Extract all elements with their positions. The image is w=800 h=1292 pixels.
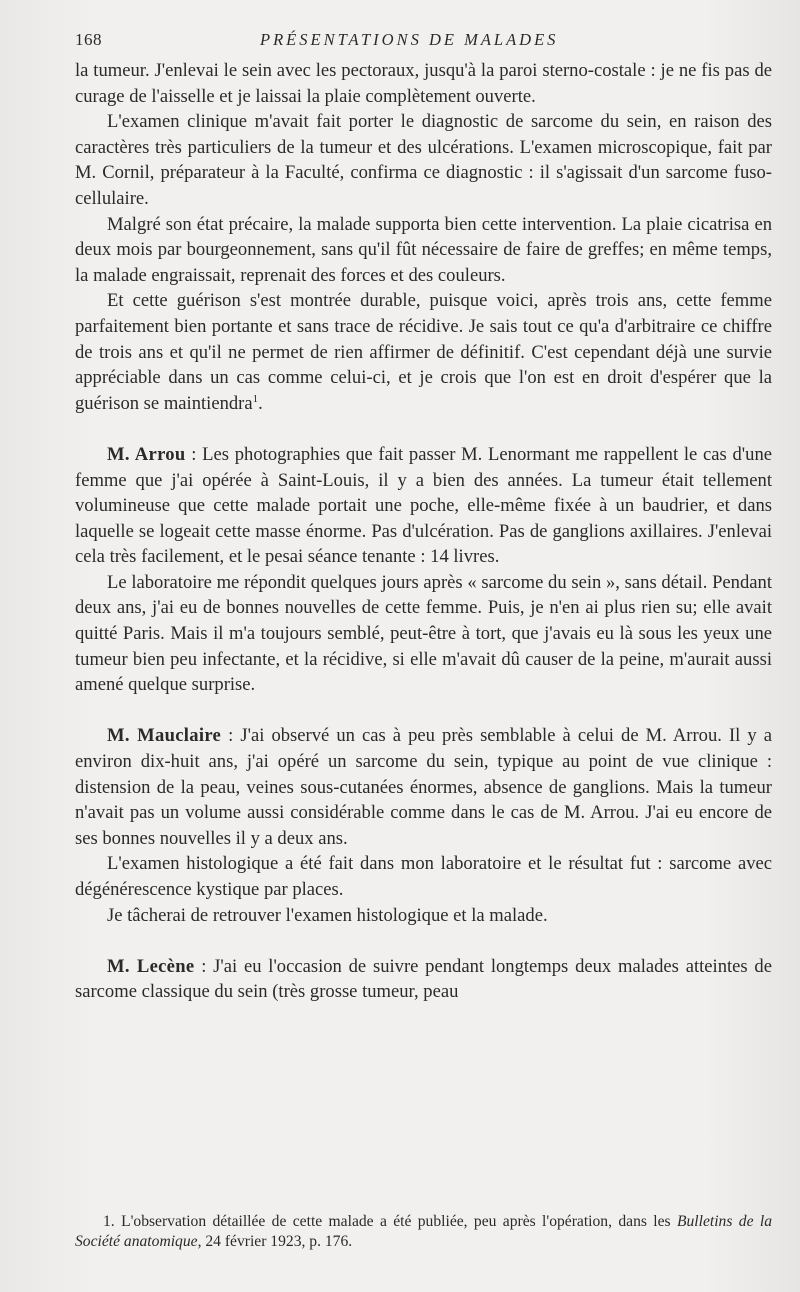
speaker-lecene: M. Lecène [107, 955, 195, 977]
speaker-arrou: M. Arrou [107, 443, 186, 465]
lecene-remarks: : J'ai eu l'occasion de suivre pendant longtemps deux malades atteintes de sarcome classique du sein (très grosse tumeur, peau [75, 955, 772, 1003]
footnote-reference: 1 [252, 392, 259, 405]
paragraph-continuation: la tumeur. J'enlevai le sein avec les pectoraux, jusqu'à la paroi sterno-costale : je ne fis pas de curage de l'aisselle et je laissai la plaie complètement ouverte. [75, 60, 772, 107]
mauclaire-remarks: : J'ai observé un cas à peu près semblable à celui de M. Arrou. Il y a environ dix-huit ans, j'ai opéré un sarcome du sein, typique au point de vue clinique : distension de la peau, veines sous-cutanées énormes, absence de ganglions. Mais la tumeur n'avait pas un volume aussi considérable comme dans le cas de M. Arrou. J'ai eu encore de ses bonnes nouvelles il y a deux ans. [75, 725, 772, 849]
footnote-text [75, 1212, 772, 1252]
footnote-number: 1. [103, 1213, 115, 1230]
page-header [75, 30, 775, 54]
speaker-mauclaire: M. Mauclaire [107, 725, 222, 747]
running-title: PRÉSENTATIONS DE MALADES [260, 30, 559, 49]
footnote-citation: , 24 février 1923, p. 176. [197, 1233, 353, 1250]
paragraph-recovery [75, 288, 772, 416]
footnote [75, 1212, 772, 1252]
body-text [75, 58, 772, 1005]
paragraph-mauclaire-histology: L'examen histologique a été fait dans mon laboratoire et le résultat fut : sarcome avec dégénérescence kystique par places. [75, 853, 772, 900]
recovery-end: . [258, 392, 263, 414]
paragraph-arrou-laboratory: Le laboratoire me répondit quelques jours après « sarcome du sein », sans détail. Pendant deux ans, j'ai eu de bonnes nouvelles de cette femme. Puis, je n'en ai plus rien su; elle avait quitté Paris. Mais il m'a toujours semblé, peut-être à tort, que j'avais eu là sous les yeux une tumeur bien peu infectante, et la récidive, si elle m'avait dû causer de la peine, m'aurait aussi amené quelque surprise. [75, 571, 772, 696]
paragraph-mauclaire [75, 723, 772, 851]
recovery-text: Et cette guérison s'est montrée durable, puisque voici, après trois ans, cette femme parfaitement bien portante et sans trace de récidive. Je sais tout ce qu'a d'arbitraire ce chiffre de trois ans et qu'il ne permet de rien affirmer de définitif. C'est cependant déjà une survie appréciable dans un cas comme celui-ci, et je crois que l'on est en droit d'espérer que la guérison se maintiendra [75, 290, 772, 414]
footnote-journal: Bulletins de la Société anatomique [75, 1213, 772, 1250]
paragraph-mauclaire-followup: Je tâcherai de retrouver l'examen histologique et la malade. [107, 904, 548, 926]
page-number: 168 [75, 30, 102, 49]
arrou-remarks: : Les photographies que fait passer M. Lenormant me rappellent le cas d'une femme que j'ai opérée à Saint-Louis, il y a bien des années. La tumeur était tellement volumineuse que cette malade portait une poche, elle-même fixée à un baudrier, et dans laquelle se logeait cette masse énorme. Pas d'ulcération. Pas de ganglions axillaires. J'enlevai cela très facilement, et le pesai séance tenante : 14 livres. [75, 443, 772, 568]
footnote-body: L'observation détaillée de cette malade a été publiée, peu après l'opération, dans les [114, 1213, 677, 1230]
paragraph-clinical-exam: L'examen clinique m'avait fait porter le diagnostic de sarcome du sein, en raison des caractères très particuliers de la tumeur et des ulcérations. L'examen microscopique, fait par M. Cornil, préparateur à la Faculté, confirma ce diagnostic : il s'agissait d'un sarcome fuso-cellulaire. [75, 111, 772, 209]
paragraph-intervention: Malgré son état précaire, la malade supporta bien cette intervention. La plaie cicatrisa en deux mois par bourgeonnement, sans qu'il fût nécessaire de faire de greffes; en même temps, la malade engraissait, reprenait des forces et des couleurs. [75, 213, 772, 286]
paragraph-arrou [75, 442, 772, 570]
paragraph-lecene [75, 954, 772, 1005]
